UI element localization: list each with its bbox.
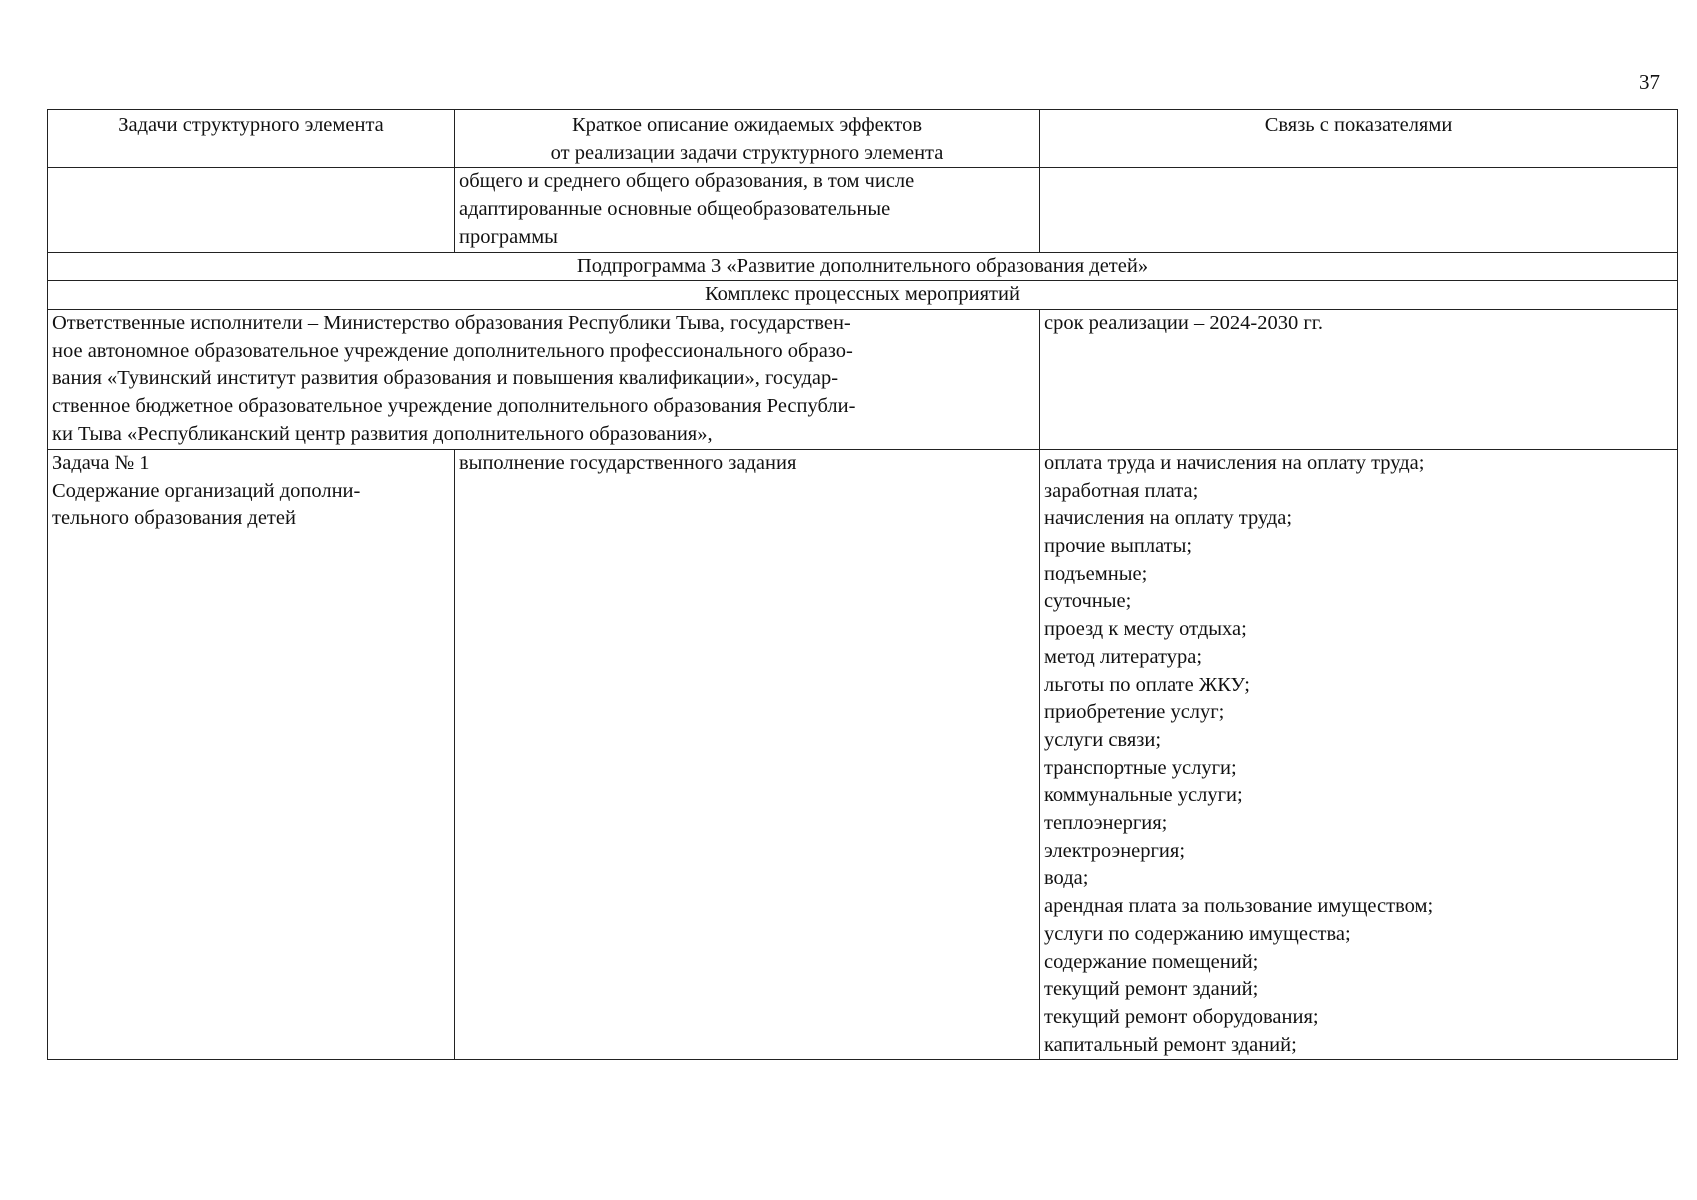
responsible-line: вания «Тувинский институт развития образования и повышения квалификации», государ- xyxy=(52,367,839,390)
continuation-indicators-cell xyxy=(1040,168,1678,252)
implementation-period xyxy=(1040,309,1678,449)
indicator-item: коммунальные услуги; xyxy=(1044,784,1243,807)
responsible-line: ное автономное образовательное учреждение дополнительного профессионального образо- xyxy=(52,339,853,362)
indicator-item: услуги по содержанию имущества; xyxy=(1044,922,1351,945)
implementation-period-text: срок реализации – 2024-2030 гг. xyxy=(1044,311,1323,334)
header-tasks xyxy=(48,110,455,168)
structural-element-table xyxy=(47,109,1678,1060)
indicator-item: капитальный ремонт зданий; xyxy=(1044,1033,1297,1056)
continuation-effect-line: адаптированные основные общеобразовательные xyxy=(459,198,891,221)
indicator-item: теплоэнергия; xyxy=(1044,812,1168,835)
effect-text: выполнение государственного задания xyxy=(459,451,797,474)
indicators-cell xyxy=(1040,449,1678,1059)
indicator-item: льготы по оплате ЖКУ; xyxy=(1044,673,1250,696)
responsible-line: ственное бюджетное образовательное учреждение дополнительного образования Республи- xyxy=(52,395,856,418)
header-effects-line-2: от реализации задачи структурного элемента xyxy=(550,141,944,164)
responsible-line: Ответственные исполнители – Министерство образования Республики Тыва, государствен- xyxy=(52,311,851,334)
indicator-item: подъемные; xyxy=(1044,562,1148,585)
header-effects-line-1: Краткое описание ожидаемых эффектов xyxy=(571,114,923,136)
indicator-item: заработная плата; xyxy=(1044,479,1199,502)
subprogram-row xyxy=(48,252,1678,281)
complex-title: Комплекс процессных мероприятий xyxy=(48,281,1678,310)
indicator-item: проезд к месту отдыха; xyxy=(1044,618,1247,641)
indicator-item: метод литература; xyxy=(1044,645,1203,668)
table-row-continuation xyxy=(48,168,1678,252)
complex-row xyxy=(48,281,1678,310)
indicator-item: транспортные услуги; xyxy=(1044,756,1237,779)
responsible-executors xyxy=(48,309,1040,449)
indicator-item: электроэнергия; xyxy=(1044,839,1186,862)
indicator-item: начисления на оплату труда; xyxy=(1044,507,1293,530)
continuation-effect-cell xyxy=(455,168,1040,252)
header-effects xyxy=(455,110,1040,168)
header-tasks-text: Задачи структурного элемента xyxy=(118,114,384,136)
indicator-item: текущий ремонт оборудования; xyxy=(1044,1005,1319,1028)
indicator-item: прочие выплаты; xyxy=(1044,535,1193,558)
header-indicators xyxy=(1040,110,1678,168)
continuation-effect-line: общего и среднего общего образования, в том числе xyxy=(459,170,915,193)
task-line: Содержание организаций дополни- xyxy=(52,479,361,502)
indicator-item: вода; xyxy=(1044,867,1089,890)
indicator-item: оплата труда и начисления на оплату труда; xyxy=(1044,451,1425,474)
indicator-item: арендная плата за пользование имуществом; xyxy=(1044,895,1434,918)
table-header-row xyxy=(48,110,1678,168)
continuation-task-cell xyxy=(48,168,455,252)
indicator-item: приобретение услуг; xyxy=(1044,701,1225,724)
responsible-line: ки Тыва «Республиканский центр развития дополнительного образования», xyxy=(52,422,713,445)
task-line: тельного образования детей xyxy=(52,507,296,530)
task-row xyxy=(48,449,1678,1059)
subprogram-title: Подпрограмма 3 «Развитие дополнительного образования детей» xyxy=(48,252,1678,281)
header-indicators-text: Связь с показателями xyxy=(1264,114,1453,136)
indicator-item: услуги связи; xyxy=(1044,728,1162,751)
task-line: Задача № 1 xyxy=(52,451,150,474)
continuation-effect-line: программы xyxy=(459,225,558,248)
indicator-item: текущий ремонт зданий; xyxy=(1044,978,1259,1001)
responsible-row xyxy=(48,309,1678,449)
page-number: 37 xyxy=(1639,70,1660,94)
effect-cell xyxy=(455,449,1040,1059)
task-cell xyxy=(48,449,455,1059)
indicator-item: содержание помещений; xyxy=(1044,950,1259,973)
indicator-item: суточные; xyxy=(1044,590,1132,613)
